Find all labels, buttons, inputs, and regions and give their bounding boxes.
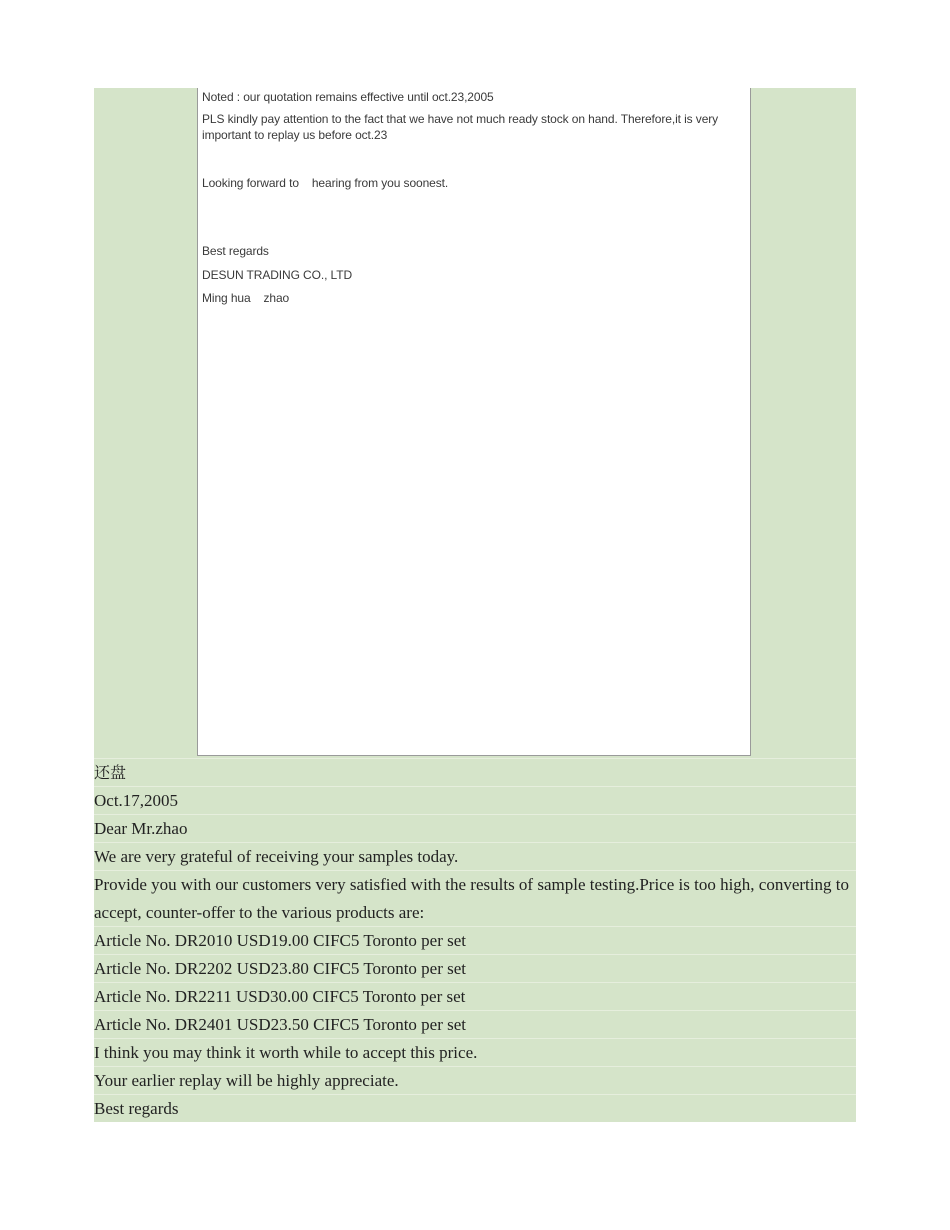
- letter-closing: Best regards: [94, 1094, 856, 1122]
- scan-noted-line: Noted : our quotation remains effective until oct.23,2005: [202, 90, 494, 104]
- article-line: Article No. DR2401 USD23.50 CIFC5 Toronto per set: [94, 1010, 856, 1038]
- letter-paragraph: Provide you with our customers very satisfied with the results of sample testing.Price is too high, converting to accept, counter-offer to the various products are:: [94, 870, 856, 926]
- article-line: Article No. DR2010 USD19.00 CIFC5 Toronto per set: [94, 926, 856, 954]
- letter-salutation: Dear Mr.zhao: [94, 814, 856, 842]
- scan-looking-forward-line: Looking forward to hearing from you soonest.: [202, 176, 449, 190]
- scan-regards-line: Best regards: [202, 244, 269, 258]
- letter-date: Oct.17,2005: [94, 786, 856, 814]
- scan-attention-paragraph: PLS kindly pay attention to the fact that we have not much ready stock on hand. Therefore,it is very important to replay us before oct.23: [202, 112, 719, 142]
- letter-line: We are very grateful of receiving your samples today.: [94, 842, 856, 870]
- letter-line: I think you may think it worth while to accept this price.: [94, 1038, 856, 1066]
- document-page: [94, 88, 856, 1122]
- letter-line: Your earlier replay will be highly appreciate.: [94, 1066, 856, 1094]
- counter-offer-letter: [94, 758, 856, 1122]
- scanned-letter-image: [197, 88, 751, 756]
- article-line: Article No. DR2202 USD23.80 CIFC5 Toronto per set: [94, 954, 856, 982]
- article-line: Article No. DR2211 USD30.00 CIFC5 Toronto per set: [94, 982, 856, 1010]
- letter-heading: 还盘: [94, 758, 856, 786]
- scan-company-line: DESUN TRADING CO., LTD: [202, 268, 353, 282]
- scan-signer-line: Ming hua zhao: [202, 291, 290, 305]
- scanned-letter-area: [94, 88, 856, 758]
